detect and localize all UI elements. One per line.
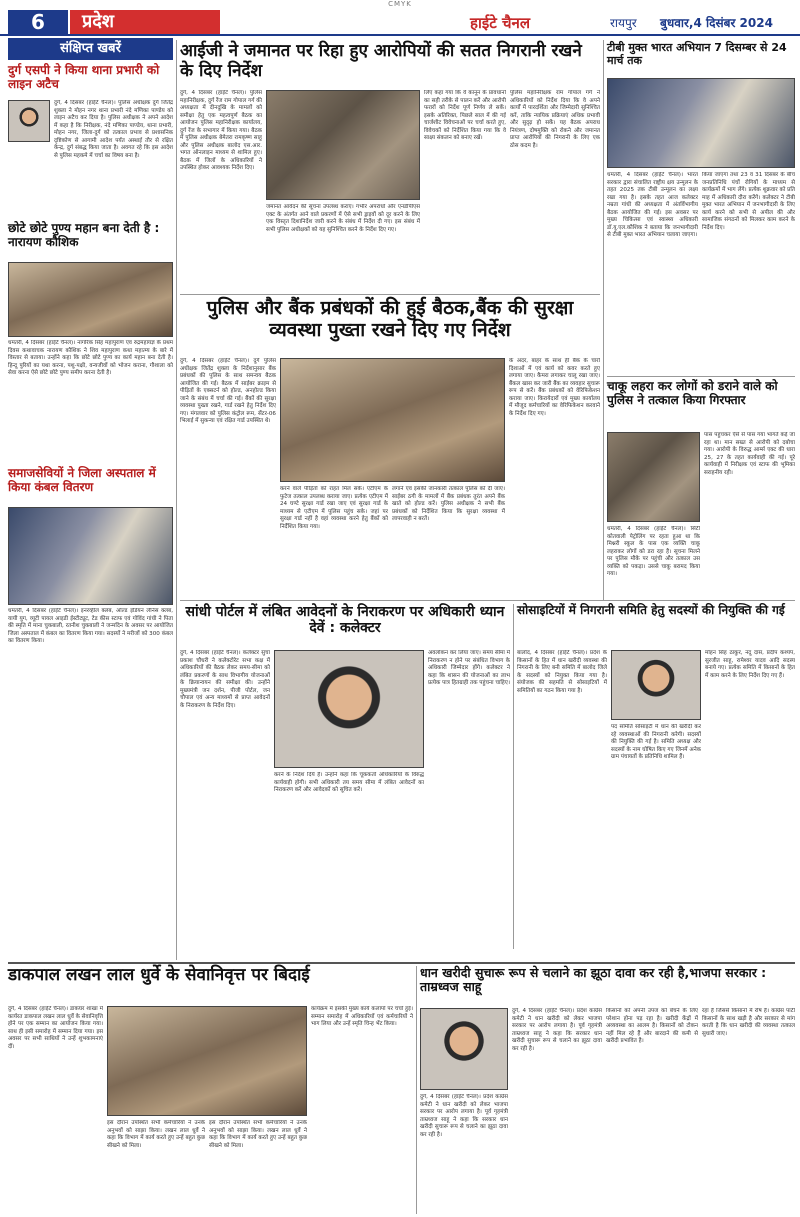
chaku-col1: धमतरी, 4 दिसंबर (हाईटे चैनल)। सिटी कोतवाली पेट्रोलिंग पर रहता हुआ था कि मिश्नरी स्कूल के पास एक व्यक्ति चाकू लहराकर लोगों को डरा रहा है। सूचना मिलने पर पुलिस मौके पर पहुंची और तत्काल उस व्यक्ति को पकड़ा। उससे चाकू बरामद किया गया। bbox=[607, 526, 700, 578]
brief-section-title: संक्षिप्त खबरें bbox=[8, 38, 173, 60]
story5-col3: कार्यक्रम में इसकी मुख्य कार्य कलापों पर चर्चा हुई। सम्मान समारोह में अधिकारियों एवं कर्मचारियों ने भाग लिया और उन्हें स्मृति चिन्ह भेंट किया। bbox=[311, 1006, 413, 1028]
story2-photo bbox=[280, 358, 505, 482]
story6-photo bbox=[420, 1008, 508, 1090]
story4-col1: बालोद, 4 दिसंबर (हाईटे चैनल)। प्रदेश के किसानों के हित में धान खरीदी व्यवस्था की निगरानी के लिए बनी समिति में बालोद जिले के सदस्यों को नियुक्त किया गया है। संयोजक की सहमति से सोसाइटियों में समितियों का गठन किया गया है। bbox=[517, 650, 607, 694]
tb-headline: टीबी मुक्त भारत अभियान 7 दिसम्बर से 24 मार्च तक bbox=[607, 41, 787, 67]
story5-photo bbox=[107, 1006, 307, 1116]
story2-col2: करने वाले पीड़ितों को राहत मिल सके। एटीएम के फुटेज तत्काल उपलब्ध कराया जाए। प्रत्येक एटीएम में 24 घण्टे सुरक्षा गार्ड रखा जाए एवं सुरक्षा गार्ड के माध्यम से एटीएम में पुलिस पहुंच सके। जहां पर सुरक्षा गार्ड नहीं है वहां व्यवस्था करने हेतु बैंकों को निर्देशित किया गया। bbox=[280, 486, 388, 530]
paper-name: हाईटे चैनल bbox=[470, 14, 531, 32]
story2-col1: दुर्ग, 4 दिसंबर (हाईटे चैनल)। दुर्ग पुलिस अधीक्षक जितेंद्र शुक्ला के निर्देशानुसार बैंक प्रबंधकों की पुलिस के साथ समन्वय बैठक आयोजित की गई। बैठक में साईबर क्राइम से पीड़ितों के एक्सटर्न को होल्ड, अनहोल्ड किया जाने के संबंध में चर्चा की गई। बैंकों की सुरक्षा व्यवस्था पुख्ता रखने, गार्ड रखने हेतु निर्देश दिए गए। मंगलवार को पुलिस कंट्रोल रूम, सेंटर-06 भिलाई में सुकन्या एवं रक्षित गार्ड उपस्थित थे। bbox=[180, 358, 276, 425]
story3-photo bbox=[274, 650, 424, 768]
story4-photo bbox=[611, 650, 701, 720]
story1-headline: आईजी ने जमानत पर रिहा हुए आरोपियों की सतत निगरानी रखने के दिए निर्देश bbox=[180, 41, 582, 81]
tb-col2: किया जाएगा तथा 23 व 31 दिसंबर के बीच जनप्रतिनिधि पंचों रोगियों के माध्यम से कार्यक्रमों में भाग लेंगे। प्रत्येक शुक्रवार को प्रति माह में अधिकारी दौरा करेंगे। कलेक्टर ने टीबी मुक्त भारत अभियान में जनभागीदारी के लिए कार्य करने को सभी से अपील की और सामाजिक संगठनों को मिलकर काम करने के निर्देश दिए। bbox=[702, 172, 795, 231]
section-divider bbox=[607, 376, 795, 377]
story5-col2b: इस दौरान उपस्थित सभी कर्मचारियों ने उनके अनुभवों को साझा किया। लखन लाल धुर्वे ने कहा कि विभाग में कार्य करते हुए उन्हें बहुत कुछ सीखने को मिला। bbox=[209, 1120, 307, 1149]
story4-headline: सोसाइटियों में निगरानी समिति हेतु सदस्यों की नियुक्ति की गई bbox=[517, 603, 785, 617]
story1-col4: पुलिस महानिरीक्षक राम गोपाल गर्ग ने अधिकारियों को निर्देश दिया कि वे अपने कार्यों में पारदर्शिता और जिम्मेदारी सुनिश्चित करें, ताकि न्यायिक प्रक्रियाएं अधिक प्रभावी और सुदृढ़ हो सकें। यह बैठक अपराध नियंत्रण, दोषमुक्ति को रोकने और जमानत प्राप्त आरोपियों की निगरानी के लिए एक ठोस कदम है। bbox=[510, 90, 600, 149]
chaku-photo bbox=[607, 432, 700, 522]
page-header bbox=[0, 9, 800, 36]
story6-col1: दुर्ग, 4 दिसंबर (हाईटे चैनल)। प्रदेश कांग्रेस कमेटी ने धान खरीदी को लेकर भाजपा सरकार पर आरोप लगाया है। पूर्व गृहमंत्री ताम्रध्वज साहू ने कहा कि सरकार धान खरीदी सुचारू रूप से चलाने का झूठा दावा कर रही है। bbox=[512, 1008, 602, 1052]
story1-col3: लिए कहा गया कि वे कानून के प्रावधानों का सही तरीके से पालन करें और आरोपी फरारों को निर्देश पूर्ण निर्णय ले सकें। इसके अतिरिक्त, पिछले साल में की गई चार्जशीट विवेचनाओं पर चर्चा करते हुए, विवेचकों को निर्देशित किया गया कि वे साक्ष्य संकलन को बनाए रखें। bbox=[424, 90, 506, 142]
column-divider bbox=[513, 604, 514, 949]
section-divider bbox=[180, 294, 600, 295]
story6-col3: रहा है जिससे किसानों में रोष है। कांग्रेस पार्टी किसानों के साथ खड़ी है और सरकार से मांग करती है कि धान खरीदी की व्यवस्था तत्काल सुधारी जाए। bbox=[702, 1008, 795, 1037]
story5-col1: दुर्ग, 4 दिसंबर (हाईटे चैनल)। डाकघर शाखा में कार्यरत डाकपाल लखन लाल धुर्वे के सेवानिवृत्ति होने पर एक सम्मान का आयोजन किया गया। साथ ही इसी समारोह में सम्मान दिया गया। इस अवसर पर सभी साथियों ने उन्हें शुभकामनाएं दीं। bbox=[8, 1006, 103, 1050]
section-divider bbox=[180, 600, 795, 601]
brief1-body: दुर्ग, 4 दिसंबर (हाईटे चैनल)। पुलिस अधीक्षक दुर्ग जितेंद्र शुक्ला ने मोहन नगर थाना प्रभारी नंदे मणिका पाण्डेय को लाइन अटैच कर दिया है। पुलिस अधीक्षक ने अपने आदेश में कहा है कि निरीक्षक, नंदे मणिका पाण्डेय, थाना प्रभारी, मोहन नगर, जिला-दुर्ग को तत्काल प्रभाव से प्रशासनिक दृष्टिकोण से आगामी आदेश पर्यंत अस्थाई तौर से रक्षित केन्द्र, दुर्ग संबद्ध किया जाता है। अवगत रहे कि इस आदेश से पुलिस महकमे में चर्चा का विषय बना है। bbox=[54, 100, 173, 159]
brief2-body: धमतरी, 4 दिसंबर (हाईटे चैनल)। नागरिक सिंह महापुराण एवं रुद्रमहायज्ञ के प्रथम दिवस कथावाचक नारायण कौशिक ने शिव महापुराण कथा महात्म्य के बारे में विस्तार से बताया। उन्होंने कहा कि छोटे छोटे पुण्य का कार्य महान बना देती है। हिन्दू पुरियों का यथा करना, पशु-पक्षी, वन्यजीवों को भोजन कराना, गौशाला को सेवा करना ऐसे छोटे छोटे पुण्य समीप करना देती है। bbox=[8, 340, 173, 377]
story4-col2: पद समिति सोसाइटी में धान की खरीदी कर रहे व्यवस्थाओं की निगरानी करेगी। सदस्यों की नियुक्ति की गई है। समिति अध्यक्ष और सदस्यों के नाम घोषित किए गए जिनमें अनेक ग्राम पंचायतों के प्रतिनिधि शामिल हैं। bbox=[611, 724, 701, 761]
brief3-photo bbox=[8, 507, 173, 605]
section-title: प्रदेश bbox=[70, 10, 220, 34]
story2-headline: पुलिस और बैंक प्रबंधकों की हुई बैठक,बैंक की सुरक्षा व्यवस्था पुख्ता रखने दिए गए निर्देश bbox=[206, 297, 574, 341]
story5-headline: डाकपाल लखन लाल धुर्वे के सेवानिवृत्त पर बिदाई bbox=[8, 965, 310, 985]
brief1-headline: दुर्ग एसपी ने किया थाना प्रभारी को लाइन अटैच bbox=[8, 63, 160, 91]
paper-city: रायपुर bbox=[610, 16, 637, 30]
cmyk-marks: CMYK bbox=[388, 0, 412, 8]
story2-col4: के अंदर, बाहर के साथ ही बैंक के चारों दिशाओं में एवं कार्य को कवर करते हुए लगाया जाए। कैमरा लगाकर चालू रखा जाए। बैंकल खास कर जारी बैंक का व्यवहार सुचारू रूप से करें। बैंक प्रबंधकों को वेरिफिकेशन कराया जाए। किरायेदारों एवं मुख्य कार्यालय में मौजूद कर्मचारियों का वेरिफिकेशन करवाने के निर्देश दिए गए। bbox=[509, 358, 600, 417]
story3-col2: करने के निर्देश दिये हैं। उन्होंने कहा कि चूककर्ता अधिकारियों के विरुद्ध कार्यवाही होगी। सभी अधिकारी तय समय सीमा में लंबित आवेदनों का निराकरण करें और आवेदकों को सूचित करें। bbox=[274, 772, 424, 794]
brief3-headline: समाजसेवियों ने जिला अस्पताल में किया कंबल वितरण bbox=[8, 466, 156, 494]
story3-col1: दुर्ग, 4 दिसंबर (हाईटे चैनल)। कलेक्टर सुचा प्रकाश चौधरी ने कलेक्टोरेट सभा कक्ष में अधिकारियों की बैठक लेकर समय-सीमा को लंबित प्रकरणों के साथ विभागीय योजनाओं के क्रियान्वयन की समीक्षा की। उन्होंने मुख्यमंत्री जन दर्शन, पीजी पोर्टल, जन चौपाल एवं अन्य माध्यमों से प्राप्त आवेदनों के निराकरण के निर्देश दिए। bbox=[180, 650, 270, 709]
page-number: 6 bbox=[8, 10, 68, 34]
chaku-headline: चाकू लहरा कर लोगों को डराने वाले को पुलिस ने तत्काल किया गिरफ्तार bbox=[607, 379, 778, 407]
story1-photo bbox=[266, 90, 420, 200]
story5-col2: इस दौरान उपस्थित सभी कर्मचारियों ने उनके अनुभवों को साझा किया। लखन लाल धुर्वे ने कहा कि विभाग में कार्य करते हुए उन्हें बहुत कुछ सीखने को मिला। bbox=[107, 1120, 205, 1149]
story6-headline: धान खरीदी सुचारू रूप से चलाने का झूठा दावा कर रही है,भाजपा सरकार : ताम्रध्वज साहू bbox=[420, 965, 767, 995]
story6-col2: किसानों को अपनी उपज को बेचने के लिए परेशान होना पड़ रहा है। खरीदी केंद्रों में अव्यवस्था का आलम है। किसानों को टोकन नहीं मिल रहे हैं और बारदाने की कमी से खरीदी प्रभावित है। bbox=[606, 1008, 698, 1045]
column-divider bbox=[176, 40, 177, 960]
brief3-body: धमतरी, 4 दिसंबर (हाईटे चैनल)। इनरव्हील क्लब, ओल्ड इंडियन लेनिस क्लब, यायी युग, व्यूटी पायल आइडी ईस्टीट्यूट, टेड कीस स्टाफ एवं गोविंद गांधी ने पिता की स्मृति में माना चुकबाली, रतनीश चुकबाली ने जन्मदिन के अवसर पर आयोजित जिला अस्पताल में कंबल का वितरण किया गया। सदस्यों ने मरीजों को 300 कंबल का वितरण किया। bbox=[8, 608, 173, 645]
paper-date: बुधवार,4 दिसंबर 2024 bbox=[660, 16, 773, 30]
story2-col3: लगाने एवं इसकी जानकारी तत्काल पुलिस को दी जाए। साईबर ठगी के मामलों में बैंक प्रबंधक तुरंत अपने बैंक खाते को होल्ड करें। पुलिस अधीक्षक ने सभी बैंक प्रबंधकों को निर्देशित किया कि सुरक्षा व्यवस्था में लापरवाही न बरतें। bbox=[392, 486, 505, 523]
column-divider bbox=[603, 40, 604, 600]
story1-col1: दुर्ग, 4 दिसंबर (हाईटे चैनल)। पुलिस महानिरीक्षक, दुर्ग रेंज राम गोपाल गर्ग की अध्यक्षता में दीनदुखि के मामलों को समीक्षा हेतु एक महत्वपूर्ण बैठक का आयोजन पुलिस महानिरीक्षक कार्यालय, दुर्ग रेंज के सभागार में किया गया। बैठक में पुलिस अधीक्षक बेमेतरा रामकृष्ण साहू और पुलिस अधीक्षक बालोद एस.आर. भगत ऑनलाइन माध्यम से शामिल हुए। बैठक में जिलों के अधिकारियों ने उपस्थित होकर आवश्यक निर्देश दिए। bbox=[180, 90, 262, 172]
brief2-photo bbox=[8, 262, 173, 337]
column-divider bbox=[416, 966, 417, 1214]
story6-col1a: दुर्ग, 4 दिसंबर (हाईटे चैनल)। प्रदेश कांग्रेस कमेटी ने धान खरीदी को लेकर भाजपा सरकार पर आरोप लगाया है। पूर्व गृहमंत्री ताम्रध्वज साहू ने कहा कि सरकार धान खरीदी सुचारू रूप से चलाने का झूठा दावा कर रही है। bbox=[420, 1094, 508, 1138]
story4-col3: मोहन सिंह ठाकुर, नंदू दास, प्रदीप कश्यप, सुरजीत साहू, रामेश्वर यादव आदि सदस्य बनाये गए। प्रत्येक समिति में किसानों के हित में काम करने के लिए निर्देश दिए गए हैं। bbox=[705, 650, 795, 679]
section-divider bbox=[8, 962, 795, 964]
story3-headline: सांधी पोर्टल में लंबित आवेदनों के निराकरण पर अधिकारी ध्यान देवें : कलेक्टर bbox=[185, 604, 505, 637]
tb-photo bbox=[607, 78, 795, 168]
tb-col1: धमतरी, 4 दिसंबर (हाईटे चैनल)। भारत सरकार द्वारा संचालित राष्ट्रीय क्षय उन्मूलन के तहत 2025 तक टीबी उन्मूलन का लक्ष्य रखा गया है। इसके तहत आज कलेक्टर नम्रता गांधी की अध्यक्षता में अंतर्विभागीय बैठक आयोजित की गई। इस अवसर पर मुख्य चिकित्सा एवं स्वास्थ्य अधिकारी डॉ.यू.एल.कौशिक ने बताया कि जनभागीदारी से टीबी मुक्त भारत अभियान चलाया जाएगा। bbox=[607, 172, 698, 239]
story1-col2: जमानत आवेदन की सूचना उपलब्ध कराएं। गंभीर अपराधों और एनडीपीएस एक्ट के अंतर्गत आने वाले प्रकरणों में ऐसे सभी ड्राइवों को दूर करने के लिए एक विस्तृत दिशानिर्देश जारी करने के संबंध में निर्देश दी गए। इस संबंध में सभी पुलिस अधीक्षकों को यह सुनिश्चित करने के निर्देश दिए गए। bbox=[266, 204, 420, 233]
brief2-headline: छोटे छोटे पुण्य महान बना देती है : नारायण कौशिक bbox=[8, 221, 160, 249]
chaku-col2: पास पहुंचकर ऐसे से पास गया भागते कई जा रहा था। मान सख्त से आरोपी को दबोचा गया। आरोपी के विरुद्ध आर्म्स एक्ट की धारा 25, 27 के तहत कार्यवाही की गई। पूरे कार्यवाही में निरीक्षक एवं स्टाफ की भूमिका सराहनीय रही। bbox=[704, 432, 795, 476]
story3-col3: अवलोकन कर लिया जाए। समय सीमा में निराकरण न होने पर संबंधित विभाग के अधिकारी जिम्मेदार होंगे। कलेक्टर ने कहा कि शासन की योजनाओं का लाभ प्रत्येक पात्र हितग्राही तक पहुंचना चाहिए। bbox=[428, 650, 510, 687]
